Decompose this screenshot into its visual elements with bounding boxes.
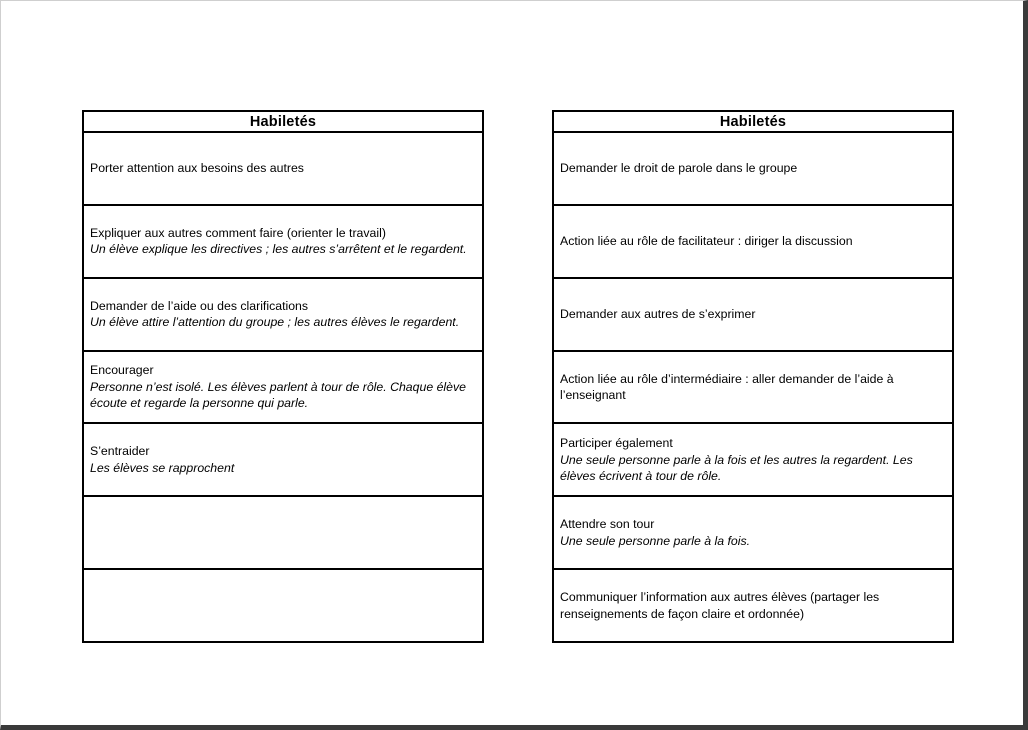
table-row bbox=[84, 133, 482, 206]
table-header: Habiletés bbox=[554, 112, 952, 133]
table-row-empty bbox=[84, 570, 482, 641]
skills-table-right bbox=[552, 110, 954, 643]
row-title: Action liée au rôle d’intermédiaire : aller demander de l’aide à l’enseignant bbox=[560, 371, 894, 402]
table-row bbox=[554, 133, 952, 206]
row-description: Personne n’est isolé. Les élèves parlent à tour de rôle. Chaque élève écoute et regarde la personne qui parle. bbox=[90, 379, 466, 411]
table-row bbox=[84, 206, 482, 279]
table-row bbox=[84, 424, 482, 497]
table-row-empty bbox=[84, 497, 482, 570]
table-row bbox=[554, 279, 952, 352]
table-row bbox=[554, 352, 952, 425]
row-title: Demander le droit de parole dans le groupe bbox=[560, 161, 798, 176]
row-title: Participer également bbox=[560, 436, 673, 451]
row-title: Porter attention aux besoins des autres bbox=[90, 161, 304, 176]
table-row bbox=[554, 424, 952, 497]
row-description: Les élèves se rapprochent bbox=[90, 460, 235, 475]
row-title: Encourager bbox=[90, 363, 154, 378]
row-title: Communiquer l’information aux autres élèves (partager les renseignements de façon claire et ordonnée) bbox=[560, 590, 880, 621]
row-title: Expliquer aux autres comment faire (orienter le travail) bbox=[90, 225, 386, 240]
skills-table-left bbox=[82, 110, 484, 643]
table-row bbox=[554, 206, 952, 279]
row-description: Une seule personne parle à la fois et les autres la regardent. Les élèves écrivent à tour de rôle. bbox=[560, 452, 913, 484]
row-title: Attendre son tour bbox=[560, 517, 655, 532]
row-description: Un élève attire l’attention du groupe ; les autres élèves le regardent. bbox=[90, 315, 460, 330]
table-row bbox=[84, 279, 482, 352]
table-header: Habiletés bbox=[84, 112, 482, 133]
row-title: S’entraider bbox=[90, 444, 150, 459]
row-description: Une seule personne parle à la fois. bbox=[560, 533, 751, 548]
row-title: Action liée au rôle de facilitateur : diriger la discussion bbox=[560, 234, 853, 249]
row-description: Un élève explique les directives ; les autres s’arrêtent et le regardent. bbox=[90, 242, 467, 257]
table-row bbox=[554, 497, 952, 570]
table-row bbox=[84, 352, 482, 425]
row-title: Demander aux autres de s’exprimer bbox=[560, 306, 756, 321]
row-title: Demander de l’aide ou des clarifications bbox=[90, 298, 309, 313]
table-row bbox=[554, 570, 952, 641]
